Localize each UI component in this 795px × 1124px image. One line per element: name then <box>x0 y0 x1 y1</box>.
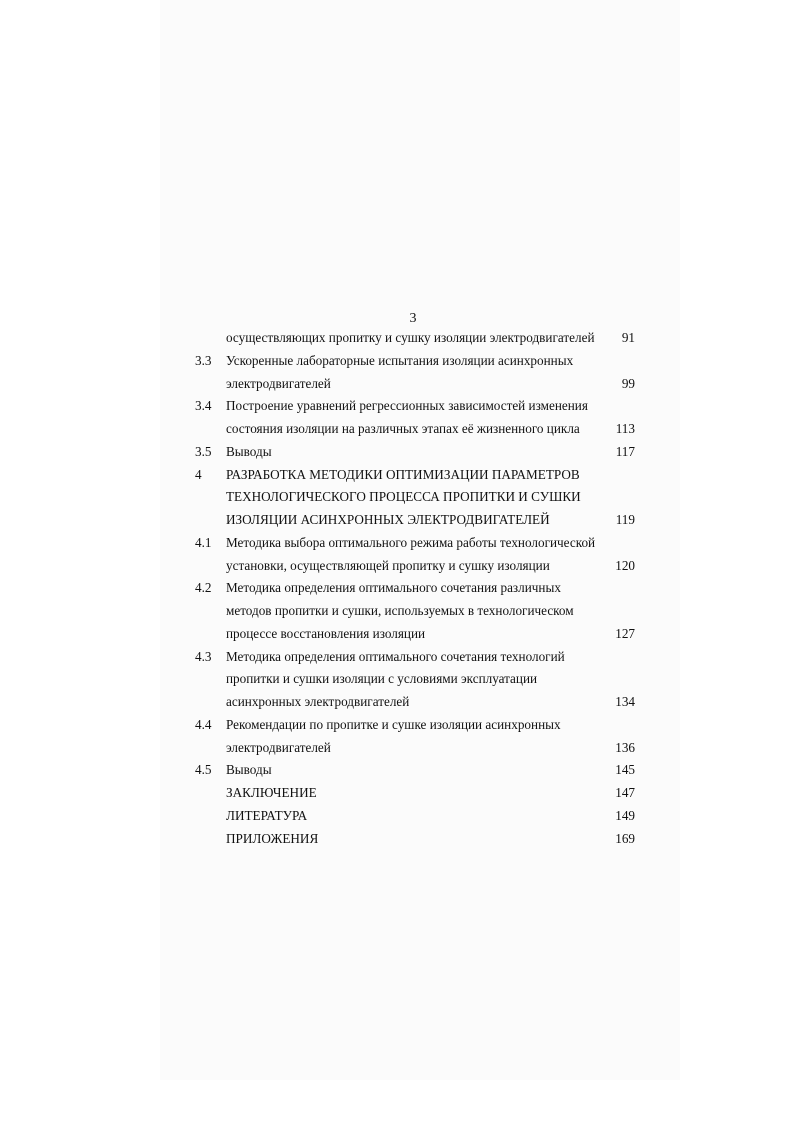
toc-entry-title: Выводы <box>226 762 272 778</box>
toc-entry-title: Построение уравнений регрессионных зависимостей изменения <box>226 398 588 414</box>
toc-page-number: 147 <box>615 785 635 800</box>
toc-entry-title: ИЗОЛЯЦИИ АСИНХРОННЫХ ЭЛЕКТРОДВИГАТЕЛЕЙ <box>226 512 550 527</box>
toc-section-number: 3.4 <box>195 398 212 414</box>
toc-page-number: 113 <box>615 421 635 436</box>
toc-line <box>0 555 795 578</box>
toc-line <box>0 441 795 464</box>
toc-entry-title: осуществляющих пропитку и сушку изоляции электродвигателей <box>226 330 595 345</box>
toc-line <box>0 418 795 441</box>
toc-page-number: 136 <box>615 739 635 755</box>
toc-page-number: 145 <box>615 762 635 778</box>
toc-entry-title: асинхронных электродвигателей <box>226 694 410 709</box>
toc-entry-title: Методика определения оптимального сочетания различных <box>226 580 561 596</box>
toc-entry-title: Рекомендации по пропитке и сушке изоляции асинхронных <box>226 716 561 732</box>
toc-line <box>0 714 795 737</box>
toc-page-number: 117 <box>615 443 635 459</box>
toc-section-number: 3.5 <box>195 443 212 459</box>
toc-line <box>0 395 795 418</box>
toc-entry-title: Ускоренные лабораторные испытания изоляции асинхронных <box>226 352 574 368</box>
toc-entry-title: ЛИТЕРАТУРА <box>226 807 308 823</box>
toc-page-number: 127 <box>615 625 635 641</box>
toc-entry-title: процессе восстановления изоляции <box>226 625 426 641</box>
toc-entry-title: методов пропитки и сушки, используемых в технологическом <box>226 603 574 618</box>
toc-line <box>0 737 795 760</box>
toc-entry-title: Методика выбора оптимального режима работы технологической <box>226 534 596 550</box>
toc-page-number: 119 <box>615 512 635 527</box>
toc-line <box>0 464 795 487</box>
toc-entry-title: ЗАКЛЮЧЕНИЕ <box>226 785 317 800</box>
toc-line <box>0 509 795 532</box>
toc-section-number: 4.3 <box>195 648 212 664</box>
toc-line <box>0 577 795 600</box>
toc-entry-title: РАЗРАБОТКА МЕТОДИКИ ОПТИМИЗАЦИИ ПАРАМЕТРОВ <box>226 466 580 482</box>
toc-line <box>0 350 795 373</box>
toc-line <box>0 600 795 623</box>
toc-entry-title: Методика определения оптимального сочетания технологий <box>226 648 565 664</box>
toc-section-number: 4.2 <box>195 580 212 596</box>
toc-entry-title: ТЕХНОЛОГИЧЕСКОГО ПРОЦЕССА ПРОПИТКИ И СУШКИ <box>226 489 581 505</box>
toc-section-number: 4.4 <box>195 716 212 732</box>
toc-entry-title: электродвигателей <box>226 375 331 391</box>
toc-section-number: 4.5 <box>195 762 212 778</box>
toc-section-number: 4 <box>195 466 202 482</box>
toc-line <box>0 759 795 782</box>
toc-entry-title: установки, осуществляющей пропитку и сушку изоляции <box>226 557 550 573</box>
toc-page-number: 149 <box>615 807 635 823</box>
toc-line <box>0 532 795 555</box>
toc-line <box>0 646 795 669</box>
toc-line <box>0 691 795 714</box>
table-of-contents <box>0 327 795 850</box>
toc-line <box>0 327 795 350</box>
toc-line <box>0 373 795 396</box>
page-number: 3 <box>409 311 417 326</box>
toc-page-number: 99 <box>621 375 635 391</box>
toc-line <box>0 828 795 851</box>
toc-line <box>0 668 795 691</box>
toc-page-number: 120 <box>615 557 635 573</box>
toc-entry-title: Выводы <box>226 443 272 459</box>
toc-entry-title: состояния изоляции на различных этапах её жизненного цикла <box>226 421 580 436</box>
toc-section-number: 3.3 <box>195 352 212 368</box>
toc-page-number: 169 <box>615 830 635 846</box>
toc-line <box>0 486 795 509</box>
toc-entry-title: ПРИЛОЖЕНИЯ <box>226 830 319 846</box>
toc-line <box>0 782 795 805</box>
toc-entry-title: электродвигателей <box>226 739 331 755</box>
toc-entry-title: пропитки и сушки изоляции с условиями эксплуатации <box>226 671 538 687</box>
toc-line <box>0 805 795 828</box>
toc-page-number: 134 <box>615 694 635 709</box>
toc-line <box>0 623 795 646</box>
toc-section-number: 4.1 <box>195 534 212 550</box>
toc-page-number: 91 <box>621 330 635 345</box>
